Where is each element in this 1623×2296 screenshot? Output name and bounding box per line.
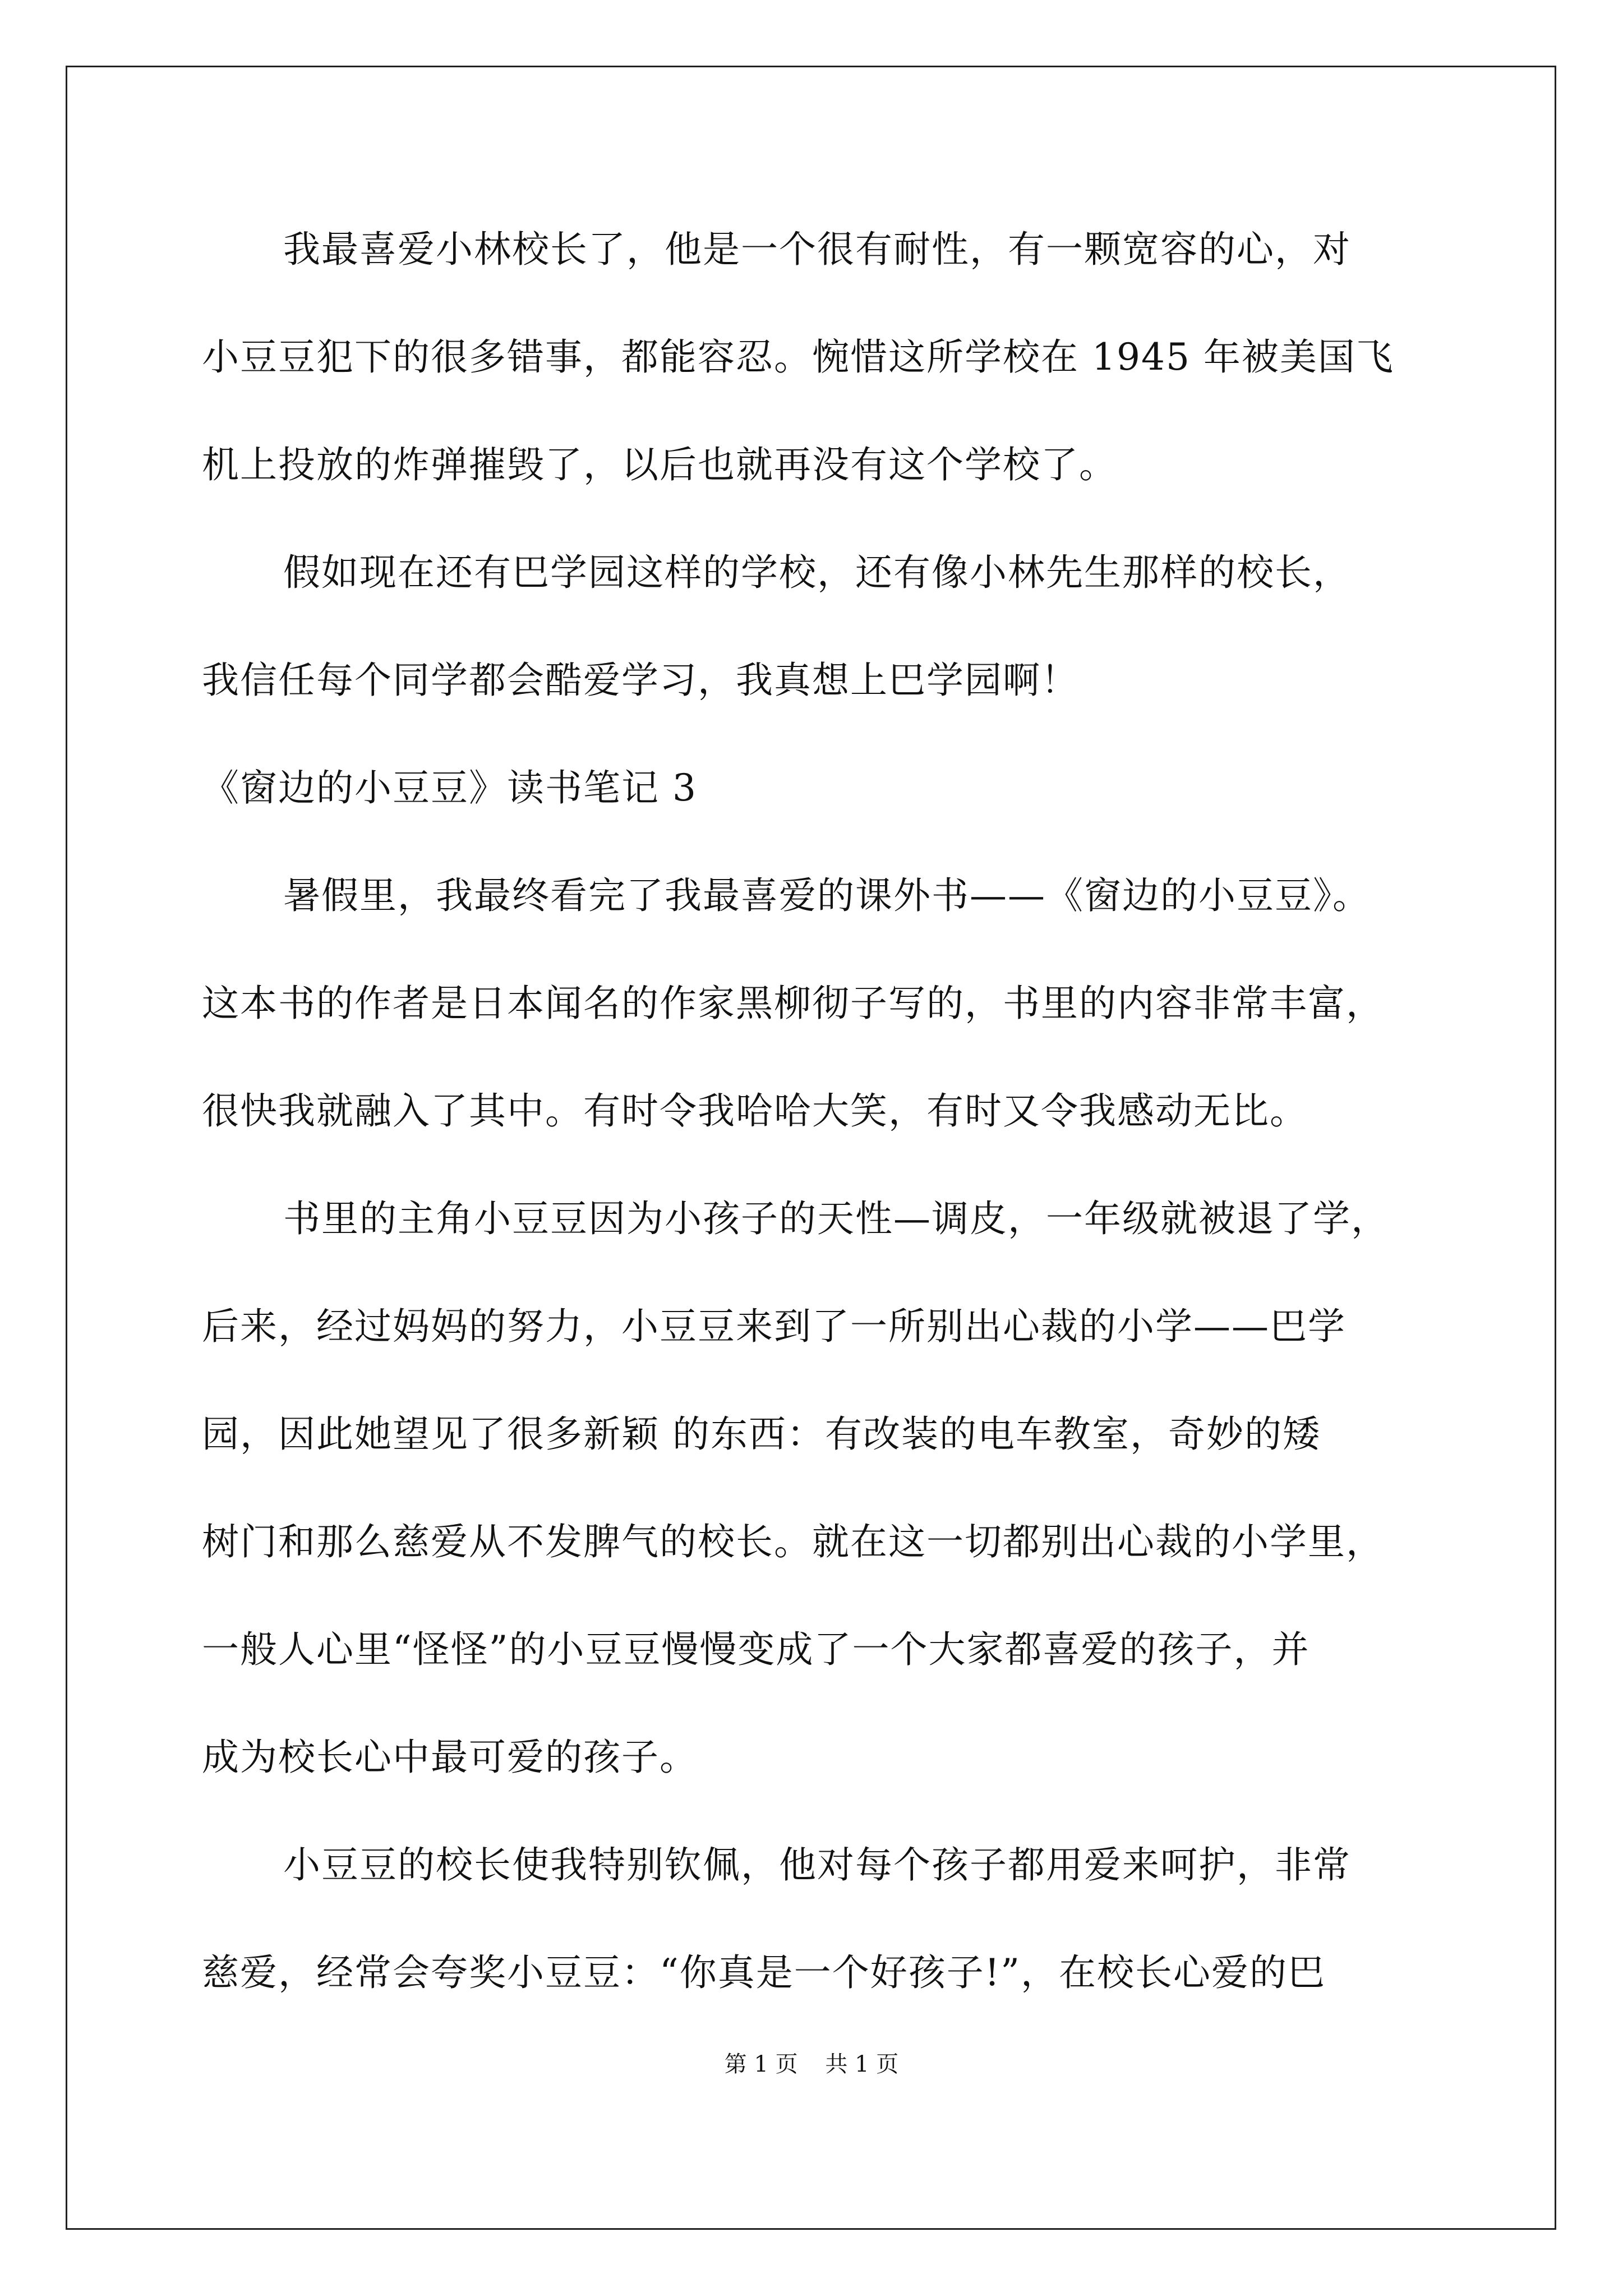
page-total: 共 1 页 bbox=[825, 2051, 899, 2077]
paragraph-line: 成为校长心中最可爱的孩子。 bbox=[202, 1736, 698, 1779]
page-number: 第 1 页 bbox=[724, 2051, 798, 2077]
paragraph-line: 这本书的作者是日本闻名的作家黑柳彻子写的，书里的内容非常丰富， bbox=[202, 982, 1384, 1025]
paragraph-line: 机上投放的炸弹摧毁了，以后也就再没有这个学校了。 bbox=[202, 443, 1117, 486]
paragraph-line: 我信任每个同学都会酷爱学习，我真想上巴学园啊！ bbox=[202, 659, 1079, 702]
paragraph-line: 很快我就融入了其中。有时令我哈哈大笑，有时又令我感动无比。 bbox=[202, 1089, 1308, 1133]
paragraph-line: 一般人心里“怪怪”的小豆豆慢慢变成了一个大家都喜爱的孩子，并 bbox=[202, 1628, 1310, 1671]
paragraph-line: 后来，经过妈妈的努力，小豆豆来到了一所别出心裁的小学——巴学 bbox=[202, 1305, 1346, 1348]
paragraph-line: 树门和那么慈爱从不发脾气的校长。就在这一切都别出心裁的小学里， bbox=[202, 1520, 1384, 1563]
paragraph-line: 园，因此她望见了很多新颖 的东西：有改装的电车教室，奇妙的矮 bbox=[202, 1412, 1321, 1456]
paragraph-line: 暑假里，我最终看完了我最喜爱的课外书——《窗边的小豆豆》。 bbox=[283, 874, 1371, 917]
section-heading: 《窗边的小豆豆》读书笔记 3 bbox=[202, 766, 697, 809]
paragraph-line: 书里的主角小豆豆因为小孩子的天性—调皮，一年级就被退了学， bbox=[283, 1197, 1389, 1240]
page-footer bbox=[0, 2050, 1623, 2078]
paragraph-line: 小豆豆犯下的很多错事，都能容忍。惋惜这所学校在 1945 年被美国飞 bbox=[202, 335, 1394, 379]
page-frame bbox=[66, 66, 1556, 2230]
paragraph-line: 慈爱，经常会夸奖小豆豆：“你真是一个好孩子!”，在校长心爱的巴 bbox=[202, 1951, 1326, 1994]
paragraph-line: 假如现在还有巴学园这样的学校，还有像小林先生那样的校长， bbox=[283, 551, 1351, 594]
paragraph-line: 小豆豆的校长使我特别钦佩，他对每个孩子都用爱来呵护，非常 bbox=[283, 1843, 1351, 1887]
paragraph-line: 我最喜爱小林校长了，他是一个很有耐性，有一颗宽容的心，对 bbox=[283, 228, 1351, 271]
